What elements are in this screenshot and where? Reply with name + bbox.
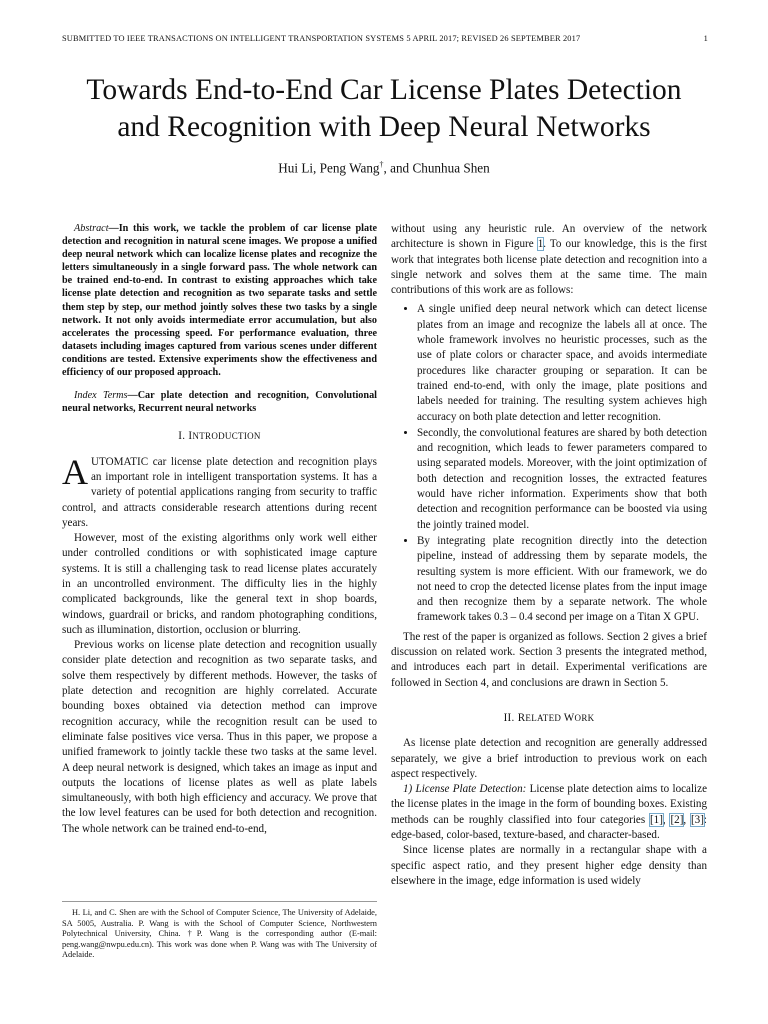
running-head-text: SUBMITTED TO IEEE TRANSACTIONS ON INTELLIGENT TRANSPORTATION SYSTEMS 5 APRIL 2017; REVISED 26 SEPTEMBER 2017	[62, 34, 581, 43]
intro-p4-text-b: . To our knowledge, this is the first work that integrates both license plate detection and recognition into a single network and solves them at the same time. The main contributions of this work are as follows:	[391, 238, 707, 297]
page-number: 1	[703, 34, 708, 43]
section-title-rest: NTRODUCTION	[192, 431, 261, 442]
abstract-text: —In this work, we tackle the problem of car license plate detection and recognition in natural scene images. We propose a unified deep neural network which can localize license plates and recognize the letters simultaneously in a single forward pass. The whole network can be trained end-to-end. In contrast to existing approaches which take license plate detection and recognition as two separate tasks and settle them step by step, our method jointly solves these two tasks by a single network. It not only avoids intermediate error accumulation, but also accelerates the processing speed. For performance evaluation, three datasets including images captured from various scenes under different conditions are tested. Extensive experiments show the effectiveness and efficiency of our proposed approach.	[62, 223, 377, 379]
abstract	[62, 222, 377, 379]
figure-link[interactable]: 1	[537, 238, 544, 251]
intro-paragraph-4	[391, 222, 707, 298]
section-title-rest: ORK	[574, 712, 595, 723]
running-head	[62, 34, 708, 43]
abstract-label: Abstract	[74, 223, 109, 234]
intro-p4-text-a: without using any heuristic rule. An overview of the network architecture is shown in Figure	[391, 223, 707, 251]
contribution-item: • A single unified deep neural network which can detect license plates from an image and recognize the labels all at once. The whole framework involves no heuristic processes, such as the use of plate colors or character space, and avoids intermediate procedures like character grouping or separation. It can be trained end-to-end, with only the image, plate positions and labels needed for training. The resulting system achieves high accuracy on both plate detection and letter recognition.	[417, 302, 707, 424]
authors-part-1: Hui Li, Peng Wang	[278, 160, 380, 176]
subsection-label: 1) License Plate Detection:	[403, 783, 527, 796]
index-terms	[62, 389, 377, 415]
related-subsection-detection: 1) License Plate Detection: License plate detection aims to localize the license plates in the image in the form of bounding boxes. Existing methods can be roughly classified into four categories [1], [2], [3]: edge-based, color-based, texture-based, and character-based.	[391, 783, 708, 841]
section-title-mid: ELATED	[525, 712, 564, 723]
index-terms-text: —Car plate detection and recognition, Convolutional neural networks, Recurrent neural networks	[62, 390, 377, 415]
subsection-text-a: License plate detection aims to localize the license plates in the image in the form of bounding boxes. Existing methods can be roughly classified into four categories	[391, 783, 707, 826]
index-terms-label: Index Terms	[74, 390, 128, 402]
authors-part-2: , and Chunhua Shen	[383, 160, 490, 176]
intro-paragraph-1	[62, 451, 377, 531]
section-heading-introduction	[62, 429, 377, 444]
intro-paragraph-3: Previous works on license plate detection and recognition usually consider plate detection and recognition as two separate tasks, and solve them respectively by different methods. However, the tasks of plate detection and recognition are highly correlated. Accurate bounding boxes obtained via detection method can improve recognition accuracy, while the recognition result can be used to eliminate false positives vice versa. Thus in this paper, we propose a unified framework to jointly tackle these two tasks at the same level. A deep neural network is designed, which takes an image as input and outputs the locations of license plates as well as plate labels simultaneously, with both high efficiency and accuracy. We prove that the low level features can be used for both detection and recognition. The whole network can be trained end-to-end,	[62, 639, 377, 835]
footnote-rule	[62, 901, 377, 902]
corresponding-dagger: †	[379, 160, 384, 169]
intro-p1-text: UTOMATIC car license plate detection and recognition plays an important role in intelligent transportation systems. It has a variety of potential applications ranging from security to traffic control, and attracts considerable research attentions during recent years.	[62, 455, 377, 529]
related-paragraph-2: Since license plates are normally in a rectangular shape with a specific aspect ratio, and they present higher edge density than elsewhere in the image, edge information is used widely	[391, 844, 707, 887]
title-line-2: and Recognition with Deep Neural Networks	[117, 111, 651, 143]
paper-title	[40, 72, 728, 146]
citation-link-2[interactable]: [2]	[670, 813, 684, 826]
contribution-item: • Secondly, the convolutional features are shared by both detection and recognition, which leads to fewer parameters compared to using separated models. Moreover, with the joint optimization of both detection and recognition losses, the extracted features would have richer information. Experiments show that both detection and recognition performance can be boosted via using the jointly trained model.	[417, 426, 707, 533]
related-paragraph-1: As license plate detection and recognition are generally addressed separately, we give a brief introduction to previous work on each aspect respectively.	[391, 737, 707, 780]
citation-link-1[interactable]: [1]	[649, 813, 663, 826]
section-title-initial: R	[517, 711, 526, 724]
left-column	[62, 222, 377, 837]
right-column	[391, 222, 707, 889]
citation-link-3[interactable]: [3]	[690, 813, 704, 826]
drop-cap: A	[62, 451, 88, 492]
subsection-text-b: : edge-based, color-based, texture-based, and character-based.	[391, 813, 708, 841]
title-line-1: Towards End-to-End Car License Plates Detection	[86, 74, 682, 106]
affiliation-footnote: H. Li, and C. Shen are with the School of Computer Science, The University of Adelaide, SA 5005, Australia. P. Wang is with the School of Computer Science, Northwestern Polytechnical University, China. †P. Wang is the corresponding author (E-mail: peng.wang@nwpu.edu.cn). This work was done when P. Wang was with The University of Adelaide.	[62, 908, 377, 960]
intro-paragraph-5: The rest of the paper is organized as follows. Section 2 gives a brief discussion on related work. Section 3 presents the integrated method, and introduces each part in detail. Experimental verifications are followed in Section 4, and conclusions are drawn in Section 5.	[391, 630, 707, 689]
section-heading-related-work	[391, 711, 707, 726]
contributions-list	[391, 302, 707, 625]
section-number: I.	[178, 430, 186, 443]
section-title-initial-2: W	[563, 711, 575, 724]
intro-paragraph-2: However, most of the existing algorithms only work well either under controlled conditions or with sophisticated image capture systems. It is still a challenging task to read license plates accurately in an uncontrolled environment. The difficulty lies in the highly complicated backgrounds, like the general text in shop boards, windows, guardrail or bricks, and random photographing conditions, such as illumination, distortion, occlusion or blurring.	[62, 532, 377, 636]
section-title-initial: I	[188, 430, 193, 443]
contribution-item: • By integrating plate recognition directly into the detection pipeline, instead of addressing them by separate models, the resulting system is more efficient. With our framework, we do not need to crop the detected license plates from the input image and then recognize them by a separate network. The whole framework takes 0.3 – 0.4 second per image on a Titan X GPU.	[417, 534, 707, 626]
author-list	[0, 160, 768, 176]
section-number: II.	[503, 711, 515, 724]
